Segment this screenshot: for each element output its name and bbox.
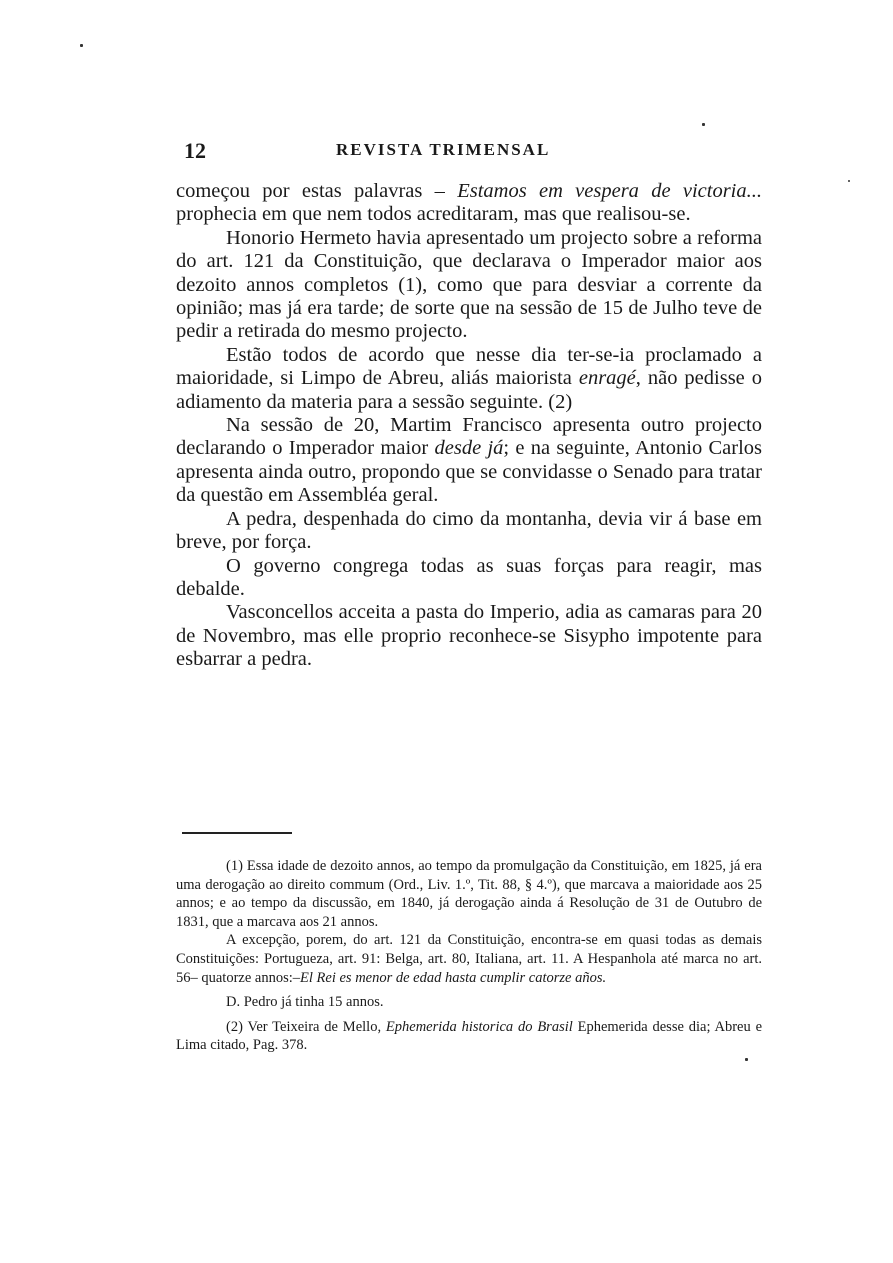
italic-term: desde já — [434, 437, 504, 460]
text-run: A excepção, porem, do art. 121 da Constituição, encontra-se em quasi todas as demais Constituições: Portugueza, art. 91: Belga, art. 80, Italiana, art. 11. A Hespanhola até marca no art. 56– quatorze annos:– — [176, 932, 762, 986]
text-run: (2) Ver Teixeira de Mello, — [226, 1018, 386, 1035]
italic-quote: El Rei es menor de edad hasta cumplir catorze años. — [300, 969, 607, 986]
paragraph: O governo congrega todas as suas forças para reagir, mas debalde. — [176, 554, 762, 600]
text-run: Ephemerida desse dia; Abreu e Lima citado, Pag. 378. — [176, 1018, 762, 1054]
italic-quote: Estamos em vespera de victoria... — [457, 180, 763, 202]
italic-title: Ephemerida historica do Brasil — [385, 1018, 573, 1035]
running-head: REVISTA TRIMENSAL — [336, 140, 551, 159]
page-header — [176, 138, 766, 168]
text-run: , não pedisse o adiamento da materia para a sessão seguinte. (2) — [176, 367, 762, 413]
text-run: Na sessão de 20, Martim Francisco apresenta outro projecto declarando o Imperador maior — [176, 414, 762, 460]
footnote-1-continued — [176, 931, 762, 987]
text-run: ; e na seguinte, Antonio Carlos apresenta ainda outro, propondo que se convidasse o Senado para tratar da questão em Assembléa geral. — [176, 437, 762, 507]
scan-speck — [848, 180, 850, 182]
paragraph — [176, 414, 762, 508]
footnote-1-note: D. Pedro já tinha 15 annos. — [226, 994, 384, 1011]
footnotes — [176, 857, 762, 1055]
page-number: 12 — [184, 138, 206, 163]
main-text — [176, 180, 762, 672]
text-run: prophecia em que nem todos acreditaram, mas que realisou-se. — [176, 203, 691, 226]
footnote-rule — [182, 832, 292, 834]
scan-speck — [745, 1058, 748, 1061]
paragraph: A pedra, despenhada do cimo da montanha, devia vir á base em breve, por força. — [176, 507, 762, 554]
footnote-2 — [176, 1018, 762, 1055]
italic-term: enragé — [578, 367, 636, 390]
text-run: começou por estas palavras – — [176, 180, 458, 202]
paragraph — [176, 344, 762, 414]
text-run: Estão todos de acordo que nesse dia ter-se-ia proclamado a maioridade, si Limpo de Abreu, aliás maiorista — [176, 343, 762, 390]
paragraph: Honorio Hermeto havia apresentado um projecto sobre a reforma do art. 121 da Constituição, que declarava o Imperador maior aos dezoito annos completos (1), como que para desviar a corrente da opinião; mas já era tarde; de sorte que na sessão de 15 de Julho teve de pedir a retirada do mesmo projecto. — [176, 226, 762, 343]
paragraph: Vasconcellos acceita a pasta do Imperio, adia as camaras para 20 de Novembro, mas elle proprio reconhece-se Sisypho impotente para esbarrar a pedra. — [176, 601, 762, 671]
paragraph — [176, 180, 762, 227]
footnote-1: (1) Essa idade de dezoito annos, ao tempo da promulgação da Constituição, em 1825, já era uma derogação ao direito commum (Ord., Liv. 1.º, Tit. 88, § 4.º), que marcava a maioridade aos 25 annos; e ao tempo da discussão, em 1840, já derogação ainda á Resolução de 31 de Outubro de 1831, que a marcava aos 21 annos. — [176, 858, 762, 930]
scan-speck — [702, 123, 705, 126]
scan-speck — [80, 44, 83, 47]
